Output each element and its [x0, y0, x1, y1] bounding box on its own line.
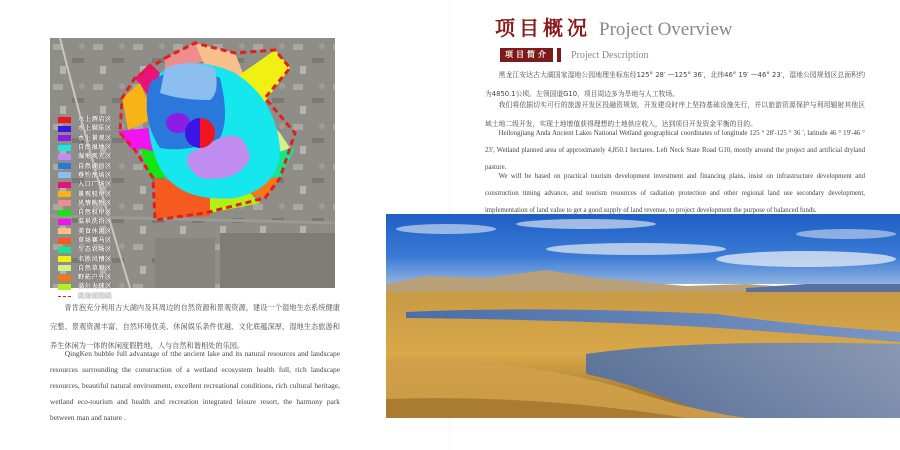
legend-swatch	[58, 117, 71, 123]
legend-item	[58, 282, 148, 291]
section-bar-decoration	[557, 48, 561, 62]
legend-swatch	[58, 219, 71, 225]
legend-item	[58, 208, 148, 217]
legend-swatch	[58, 238, 71, 244]
section-header	[500, 48, 648, 62]
legend-label: 草场赛马区	[78, 237, 112, 244]
legend-item	[58, 273, 148, 282]
legend-swatch	[58, 256, 71, 262]
legend-label: 野拓户外区	[78, 274, 112, 282]
legend-label: 规划范围线	[78, 292, 112, 300]
legend-swatch	[58, 172, 71, 178]
legend-swatch	[58, 275, 71, 281]
title-chinese: 项目概况	[495, 16, 591, 40]
legend-swatch	[58, 247, 71, 253]
legend-item	[58, 245, 148, 254]
legend-swatch	[58, 284, 71, 290]
legend-label: 风情购物区	[78, 199, 112, 207]
legend-swatch	[58, 265, 71, 271]
page-title	[495, 12, 732, 41]
legend-label: 自然驳岸区	[78, 209, 112, 217]
title-english: Project Overview	[599, 19, 733, 40]
legend-item	[58, 143, 148, 152]
legend-item	[58, 236, 148, 245]
description-paragraph-en-1: Heilongjiang Anda Ancient Lakes National Wetland geographical coordinates of longitude 125 ° 28'-125 ° 36 ', latitude 46 ° 19'-46 ° 23', Wetland planned area of approximately 4,850.1 hectares. Left Neck State Road G10, mostly around the project and artificial dryland pasture.	[485, 130, 865, 171]
legend-label: 湿地观光区	[78, 153, 112, 161]
legend-label: 自然湿地区	[78, 144, 112, 152]
map-legend	[58, 115, 148, 301]
wetland-photo	[386, 214, 900, 418]
legend-label: 美食休闲区	[78, 227, 112, 235]
legend-swatch	[58, 135, 71, 141]
legend-swatch	[58, 182, 71, 188]
wetland-landscape-image	[386, 214, 900, 418]
legend-item	[58, 171, 148, 180]
legend-label: 温泉洗浴区	[78, 218, 112, 226]
section-title-english: Project Description	[571, 49, 649, 61]
legend-swatch	[58, 145, 71, 151]
legend-label: 自然草原区	[78, 264, 112, 272]
legend-label: 水上景观区	[78, 134, 112, 142]
legend-swatch	[58, 126, 71, 132]
legend-swatch	[58, 191, 71, 197]
legend-item	[58, 152, 148, 161]
legend-item	[58, 254, 148, 263]
legend-label: 名胜风情区	[78, 255, 112, 263]
legend-label: 景观驳岸区	[78, 190, 112, 198]
legend-item	[58, 264, 148, 273]
description-paragraph-cn-1: 黑龙江安达古大湖国家湿地公园地理坐标东经125° 28′ —125° 36′，北纬46° 19′ —46° 23′，湿地公园规划区总面积约为4850.1公顷。左领国道G10，项目周边多为旱地与人工牧场。	[485, 71, 865, 98]
legend-item	[58, 180, 148, 189]
legend-item	[58, 189, 148, 198]
legend-item	[58, 199, 148, 208]
legend-label: 垂钓渔场区	[78, 171, 112, 179]
legend-label: 高尔夫球区	[78, 283, 112, 291]
legend-label: 水上酒店区	[78, 116, 112, 124]
legend-item	[58, 227, 148, 236]
legend-swatch	[58, 200, 71, 206]
legend-item	[58, 217, 148, 226]
legend-swatch	[58, 154, 71, 160]
legend-label: 生态农场区	[78, 246, 112, 254]
legend-swatch	[58, 163, 71, 169]
master-plan-map	[50, 38, 335, 300]
section-badge: 项目简介	[500, 48, 553, 62]
legend-item	[58, 161, 148, 170]
description-paragraph-cn-2: 我们将依据切实可行的旅游开发区投融资规划，开发建设时序上坚持基础设施先行，并以旅游资源保护与利用辐射其他区域土地二级开发，实现土地增值获得理想的土地供应收入，达到项目开发资金平衡的目的。	[485, 101, 865, 128]
legend-label: 入口广场区	[78, 181, 112, 189]
legend-swatch	[58, 228, 71, 234]
legend-item	[58, 115, 148, 124]
intro-text-chinese: 青肯泡充分利用古大湖内及其周边的自然资源和景观资源，建设一个湿地生态系统健康完整、景观资源丰富、自然环境优美、休闲娱乐条件优越、文化底蕴深厚，湿地生态旅游和养生休闲为一体的休闲度假胜地，人与自然和谐相处的乐园。	[50, 303, 340, 350]
intro-text-english: QingKen bubble full advantage of tthe ancient lake and its natural resources and landscape resources surrounding the construction of a wetland ecosystem health full, rich landscape resources, beautiful natural environment, excellent recreational conditions, rich cultural heritage, wetland eco-tourism and health and recreation integrated leisure resort, the harmony park between man and nature .	[50, 349, 340, 422]
legend-label: 自然湖泊区	[78, 162, 112, 170]
legend-label: 水上娱乐区	[78, 125, 112, 133]
description-paragraph-en-2: We will be based on practical tourism development investment and financing plans, insist on infrastructure development and construction timing advance, and tourism resources of radiation protection and other regional land use secondary development, implementation of land value to get a good supply of land revenue, to project development the purpose of balanced funds.	[485, 173, 865, 214]
legend-item	[58, 124, 148, 133]
legend-swatch	[58, 210, 71, 216]
legend-item	[58, 134, 148, 143]
